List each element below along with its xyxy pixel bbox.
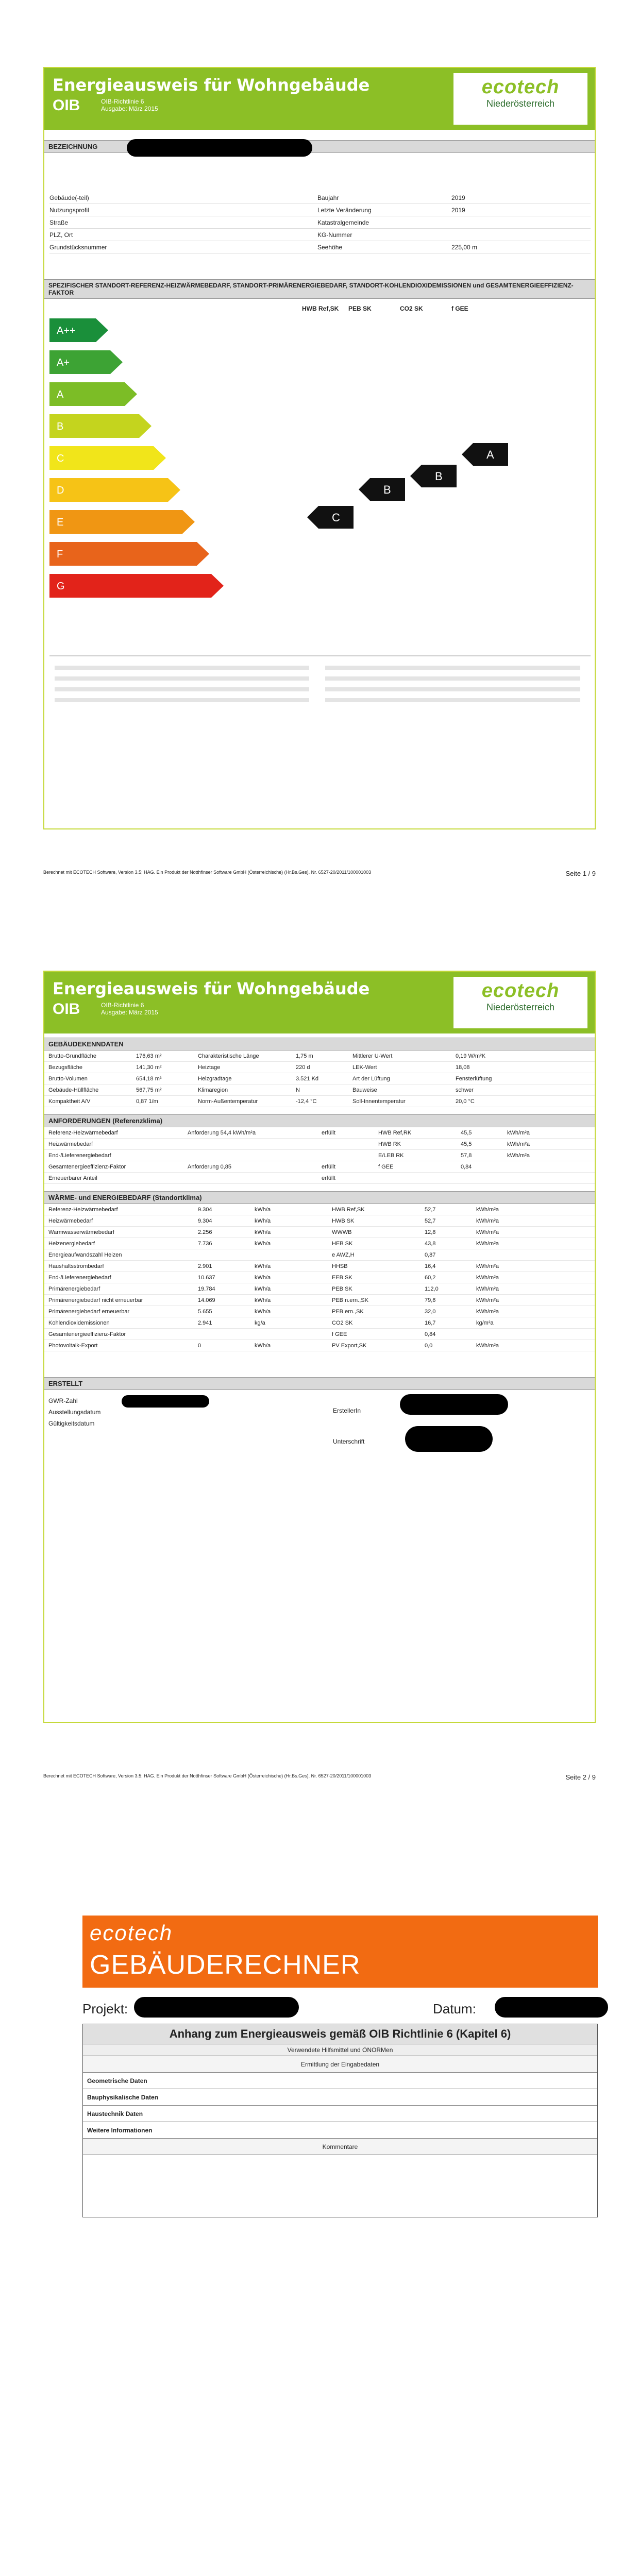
table-cell: Gesamtenergieeffizienz-Faktor: [48, 1331, 126, 1337]
class-label: A++: [57, 325, 76, 336]
table-cell: HHSB: [332, 1263, 348, 1269]
table-row: [44, 1295, 595, 1306]
table-cell: 60,2: [425, 1274, 436, 1281]
table-row: [44, 1249, 595, 1261]
table-cell: N: [296, 1087, 300, 1093]
rating-marker: [359, 478, 405, 501]
table-cell: 2.941: [198, 1319, 212, 1326]
logo-gebaeuderechner: GEBÄUDERECHNER: [90, 1950, 361, 1980]
table-row: [44, 1204, 595, 1215]
table-cell: kWh/a: [255, 1217, 271, 1224]
divider: [49, 655, 591, 656]
field-row: [49, 192, 591, 204]
table-cell: 0,19 W/m²K: [456, 1053, 486, 1059]
table-cell: kg/m²a: [476, 1319, 494, 1326]
table-cell: Heiztage: [198, 1064, 221, 1071]
table-cell: 52,7: [425, 1217, 436, 1224]
table-cell: Bauweise: [352, 1087, 377, 1093]
comment-area: [83, 2155, 597, 2217]
table-cell: 9.304: [198, 1217, 212, 1224]
logo-ecotech: ecotech: [90, 1921, 173, 1945]
table-cell: Soll-Innentemperatur: [352, 1098, 406, 1105]
datum-label: Datum:: [433, 2001, 476, 2016]
table-cell: 10.637: [198, 1274, 215, 1281]
section-waerme: WÄRME- und ENERGIEBEDARF (Standortklima): [44, 1191, 595, 1204]
field-label: PLZ, Ort: [49, 231, 73, 239]
table-cell: Anforderung 0,85: [188, 1163, 232, 1170]
class-label: G: [57, 581, 65, 592]
anhang-title: Anhang zum Energieausweis gemäß OIB Richtlinie 6 (Kapitel 6): [83, 2024, 597, 2044]
class-label: B: [57, 421, 64, 432]
page-number: Seite 1 / 9: [565, 870, 596, 877]
class-label: A+: [57, 357, 70, 368]
page-footer: [43, 870, 596, 877]
field-label: Grundstücksnummer: [49, 243, 107, 251]
table-cell: 57,8: [461, 1152, 472, 1159]
table-cell: 0,87 1/m: [136, 1098, 158, 1105]
table-cell: Primärenergiebedarf nicht erneuerbar: [48, 1297, 143, 1303]
class-label: F: [57, 549, 63, 560]
class-arrow-C: [49, 446, 166, 470]
anhang-subtitle: Verwendete Hilfsmittel und ÖNORMen: [83, 2044, 597, 2056]
erstellt-label: GWR-Zahl: [48, 1397, 78, 1404]
signature: [405, 1426, 493, 1452]
certificate-header-2: [44, 972, 595, 1033]
table-cell: PEB SK: [332, 1285, 352, 1292]
field-value: 2019: [451, 194, 465, 201]
oib-label-2: OIB: [53, 1001, 80, 1018]
table-cell: kWh/m²a: [476, 1308, 499, 1315]
table-cell: kWh/m²a: [476, 1297, 499, 1303]
field-label: Katastralgemeinde: [317, 218, 369, 226]
erstellt-label: Ausstellungsdatum: [48, 1409, 101, 1416]
anhang-row: Bauphysikalische Daten: [83, 2089, 597, 2106]
table-cell: LEK-Wert: [352, 1064, 377, 1071]
certificate-title-2: Energieausweis für Wohngebäude: [53, 979, 370, 998]
section-erstellt: ERSTELLT: [44, 1377, 595, 1390]
table-cell: kWh/m²a: [476, 1217, 499, 1224]
rating-marker: [307, 506, 354, 529]
table-row: [44, 1306, 595, 1317]
table-cell: 5.655: [198, 1308, 212, 1315]
table-cell: End-/Lieferenergiebedarf: [48, 1152, 111, 1159]
building-fields: [49, 192, 591, 253]
table-row: [44, 1329, 595, 1340]
ecotech-logo-2: ecotech Niederösterreich: [453, 977, 587, 1028]
field-label: Nutzungsprofil: [49, 206, 89, 214]
anhang-table: [82, 2024, 598, 2217]
table-row: [44, 1340, 595, 1351]
table-cell: kWh/a: [255, 1285, 271, 1292]
waerme-table: [44, 1204, 595, 1351]
table-cell: 0,0: [425, 1342, 433, 1349]
oib-subtitle-2: OIB-Richtlinie 6 Ausgabe: März 2015: [101, 1002, 158, 1016]
class-arrow-B: [49, 414, 152, 438]
table-cell: kWh/m²a: [476, 1274, 499, 1281]
definitions-text: [55, 666, 585, 709]
redacted-name: [127, 139, 312, 157]
class-label: A: [57, 389, 64, 400]
table-row: [44, 1139, 595, 1150]
table-cell: Art der Lüftung: [352, 1075, 390, 1082]
table-cell: 112,0: [425, 1285, 439, 1292]
table-cell: 0: [198, 1342, 201, 1349]
table-row: [44, 1227, 595, 1238]
energy-certificate-card: [43, 67, 596, 829]
certificate-title: Energieausweis für Wohngebäude: [53, 75, 370, 95]
table-row: [44, 1215, 595, 1227]
table-cell: kWh/a: [255, 1206, 271, 1213]
table-cell: 20,0 °C: [456, 1098, 475, 1105]
table-cell: Heizwärmebedarf: [48, 1217, 93, 1224]
rating-marker-label: A: [486, 448, 494, 461]
table-cell: erfüllt: [322, 1163, 335, 1170]
class-arrow-D: [49, 478, 180, 502]
table-cell: 79,6: [425, 1297, 436, 1303]
table-cell: kWh/m²a: [476, 1206, 499, 1213]
table-cell: Brutto-Volumen: [48, 1075, 88, 1082]
table-cell: kWh/m²a: [507, 1129, 530, 1136]
oib-label: OIB: [53, 97, 80, 114]
table-row: [44, 1062, 595, 1073]
table-cell: erfüllt: [322, 1175, 335, 1181]
table-cell: HEB SK: [332, 1240, 353, 1247]
table-cell: 2.256: [198, 1229, 212, 1235]
footer-text-2: Berechnet mit ECOTECH Software, Version 3.5; HAG. Ein Produkt der Notthfinser Software GmbH (Österreichische) (Hr.Bs.Ges). Nr. 6527-20/2011/100001003: [43, 1773, 372, 1778]
table-cell: Heizenergiebedarf: [48, 1240, 95, 1247]
table-cell: 1,75 m: [296, 1053, 313, 1059]
table-cell: Energieaufwandszahl Heizen: [48, 1251, 122, 1258]
table-cell: kWh/m²a: [476, 1240, 499, 1247]
field-label: Seehöhe: [317, 243, 343, 251]
rating-marker-label: B: [435, 470, 443, 483]
field-label: Letzte Veränderung: [317, 206, 372, 214]
ecotech-logo: ecotech Niederösterreich: [453, 73, 587, 125]
rating-marker-label: B: [383, 483, 391, 496]
table-cell: PEB n.ern.,SK: [332, 1297, 368, 1303]
column-head: f GEE: [451, 305, 468, 312]
rating-marker: [410, 465, 457, 487]
redacted-ersteller: [400, 1394, 508, 1415]
table-cell: Kompaktheit A/V: [48, 1098, 91, 1105]
erstellt-label: Gültigkeitsdatum: [48, 1420, 95, 1427]
table-cell: HWB Ref,SK: [332, 1206, 365, 1213]
page-1: [0, 0, 639, 904]
table-cell: PEB ern.,SK: [332, 1308, 364, 1315]
table-cell: f GEE: [378, 1163, 394, 1170]
table-row: [44, 1084, 595, 1096]
rating-marker-label: C: [332, 511, 340, 524]
table-cell: kWh/m²a: [476, 1342, 499, 1349]
table-row: [44, 1096, 595, 1107]
table-cell: Primärenergiebedarf erneuerbar: [48, 1308, 130, 1315]
table-cell: WWWB: [332, 1229, 352, 1235]
class-arrow-G: [49, 574, 224, 598]
table-cell: 52,7: [425, 1206, 436, 1213]
section-kenndaten: GEBÄUDEKENNDATEN: [44, 1038, 595, 1050]
table-row: [44, 1317, 595, 1329]
table-cell: Fensterlüftung: [456, 1075, 492, 1082]
table-cell: HWB Ref,RK: [378, 1129, 412, 1136]
table-cell: kg/a: [255, 1319, 265, 1326]
field-label: Gebäude(-teil): [49, 194, 89, 201]
table-row: [44, 1261, 595, 1272]
table-cell: kWh/a: [255, 1297, 271, 1303]
page-number-2: Seite 2 / 9: [565, 1773, 596, 1781]
table-cell: e AWZ,H: [332, 1251, 355, 1258]
redacted-gwr: [122, 1395, 209, 1408]
table-cell: 45,5: [461, 1141, 472, 1147]
table-cell: kWh/a: [255, 1308, 271, 1315]
table-cell: f GEE: [332, 1331, 347, 1337]
erstellt-label: Unterschrift: [333, 1438, 365, 1445]
table-cell: HWB RK: [378, 1141, 401, 1147]
redacted-datum: [495, 1997, 608, 2018]
table-cell: schwer: [456, 1087, 474, 1093]
field-row: [49, 204, 591, 216]
field-value: 225,00 m: [451, 243, 478, 251]
table-cell: 7.736: [198, 1240, 212, 1247]
table-cell: erfüllt: [322, 1129, 335, 1136]
table-cell: 141,30 m²: [136, 1064, 162, 1071]
energy-certificate-card-2: [43, 971, 596, 1723]
table-cell: kWh/m²a: [476, 1263, 499, 1269]
field-label: KG-Nummer: [317, 231, 352, 239]
table-cell: kWh/a: [255, 1274, 271, 1281]
class-arrow-E: [49, 510, 195, 534]
class-label: D: [57, 485, 64, 496]
table-cell: 9.304: [198, 1206, 212, 1213]
table-cell: Kohlendioxidemissionen: [48, 1319, 110, 1326]
table-cell: -12,4 °C: [296, 1098, 317, 1105]
table-cell: Charakteristische Länge: [198, 1053, 259, 1059]
table-cell: Bezugsfläche: [48, 1064, 83, 1071]
table-row: [44, 1150, 595, 1161]
table-cell: 19.784: [198, 1285, 215, 1292]
field-row: [49, 216, 591, 229]
gebaeuderechner-header: [82, 1916, 598, 1988]
class-label: E: [57, 517, 64, 528]
table-cell: kWh/a: [255, 1229, 271, 1235]
table-cell: 0,84: [461, 1163, 472, 1170]
footer-text: Berechnet mit ECOTECH Software, Version 3.5; HAG. Ein Produkt der Notthfinser Software GmbH (Österreichische) (Hr.Bs.Ges). Nr. 6527-20/2011/100001003: [43, 870, 372, 875]
anhang-row: Geometrische Daten: [83, 2073, 597, 2089]
table-cell: Photovoltaik-Export: [48, 1342, 98, 1349]
table-cell: kWh/a: [255, 1263, 271, 1269]
page-3: [0, 1807, 639, 2576]
table-cell: Mittlerer U-Wert: [352, 1053, 393, 1059]
table-cell: kWh/a: [255, 1240, 271, 1247]
table-cell: 12,8: [425, 1229, 436, 1235]
column-head: PEB SK: [348, 305, 372, 312]
table-cell: HWB SK: [332, 1217, 355, 1224]
anhang-row: Kommentare: [83, 2139, 597, 2155]
table-cell: 18,08: [456, 1064, 470, 1071]
table-cell: 176,63 m²: [136, 1053, 162, 1059]
table-cell: 654,18 m³: [136, 1075, 162, 1082]
table-cell: 43,8: [425, 1240, 436, 1247]
table-row: [44, 1283, 595, 1295]
table-row: [44, 1238, 595, 1249]
table-cell: Heizwärmebedarf: [48, 1141, 93, 1147]
table-cell: kWh/m²a: [507, 1152, 530, 1159]
table-cell: kWh/m²a: [507, 1141, 530, 1147]
table-cell: 14.069: [198, 1297, 215, 1303]
anforderungen-table: [44, 1127, 595, 1184]
table-cell: 16,4: [425, 1263, 436, 1269]
table-cell: kWh/m²a: [476, 1229, 499, 1235]
table-cell: Referenz-Heizwärmebedarf: [48, 1206, 118, 1213]
table-cell: Referenz-Heizwärmebedarf: [48, 1129, 118, 1136]
table-cell: Gesamtenergieeffizienz-Faktor: [48, 1163, 126, 1170]
erstellt-label: ErstellerIn: [333, 1407, 361, 1414]
table-cell: 3.521 Kd: [296, 1075, 319, 1082]
table-cell: Primärenergiebedarf: [48, 1285, 100, 1292]
anhang-row: Weitere Informationen: [83, 2122, 597, 2139]
table-cell: 220 d: [296, 1064, 310, 1071]
field-label: Baujahr: [317, 194, 339, 201]
section-title: SPEZIFISCHER STANDORT-REFERENZ-HEIZWÄRMEBEDARF, STANDORT-PRIMÄRENERGIEBEDARF, STANDORT-KOHLENDIOXIDEMISSIONEN und GESAMTENERGIEEFFIZIENZ-FAKTOR: [44, 279, 595, 299]
field-row: [49, 229, 591, 241]
rating-marker: [462, 443, 508, 466]
table-cell: Klimaregion: [198, 1087, 228, 1093]
table-cell: Erneuerbarer Anteil: [48, 1175, 97, 1181]
field-label: Straße: [49, 218, 69, 226]
table-cell: Warmwasserwärmebedarf: [48, 1229, 114, 1235]
table-cell: 0,87: [425, 1251, 436, 1258]
column-head: HWB Ref,SK: [302, 305, 339, 312]
table-row: [44, 1073, 595, 1084]
table-cell: 567,75 m²: [136, 1087, 162, 1093]
table-row: [44, 1161, 595, 1173]
table-cell: Norm-Außentemperatur: [198, 1098, 258, 1105]
table-cell: kWh/a: [255, 1342, 271, 1349]
page-footer-2: [43, 1773, 596, 1781]
table-cell: 45,5: [461, 1129, 472, 1136]
column-head: CO2 SK: [400, 305, 423, 312]
table-cell: Gebäude-Hüllfläche: [48, 1087, 99, 1093]
table-cell: kWh/m²a: [476, 1285, 499, 1292]
page-2: [0, 904, 639, 1807]
table-cell: PV Export,SK: [332, 1342, 367, 1349]
table-row: [44, 1272, 595, 1283]
table-cell: EEB SK: [332, 1274, 352, 1281]
bezeichnung-label: BEZEICHNUNG: [44, 140, 595, 153]
anhang-row: Haustechnik Daten: [83, 2106, 597, 2122]
redacted-projekt: [134, 1997, 299, 2018]
table-row: [44, 1173, 595, 1184]
class-arrow-F: [49, 542, 209, 566]
table-cell: 16,7: [425, 1319, 436, 1326]
table-row: [44, 1127, 595, 1139]
table-cell: Brutto-Grundfläche: [48, 1053, 96, 1059]
table-row: [44, 1050, 595, 1062]
table-cell: Haushaltsstrombedarf: [48, 1263, 104, 1269]
class-label: C: [57, 453, 64, 464]
field-value: 2019: [451, 206, 465, 214]
table-cell: 32,0: [425, 1308, 436, 1315]
table-cell: CO2 SK: [332, 1319, 353, 1326]
section-anforderungen: ANFORDERUNGEN (Referenzklima): [44, 1114, 595, 1127]
table-cell: 2.901: [198, 1263, 212, 1269]
projekt-label: Projekt:: [82, 2001, 128, 2016]
kenndaten-table: [44, 1050, 595, 1107]
table-cell: Heizgradtage: [198, 1075, 232, 1082]
table-cell: End-/Lieferenergiebedarf: [48, 1274, 111, 1281]
table-cell: 0,84: [425, 1331, 436, 1337]
field-row: [49, 241, 591, 253]
column-heads: [44, 305, 597, 316]
oib-subtitle: OIB-Richtlinie 6 Ausgabe: März 2015: [101, 98, 158, 112]
anhang-row: Ermittlung der Eingabedaten: [83, 2056, 597, 2073]
table-cell: E/LEB RK: [378, 1152, 404, 1159]
energy-class-scale: [49, 315, 591, 635]
erstellt-block: [44, 1390, 595, 1467]
certificate-header: [44, 68, 595, 130]
table-cell: Anforderung 54,4 kWh/m²a: [188, 1129, 256, 1136]
